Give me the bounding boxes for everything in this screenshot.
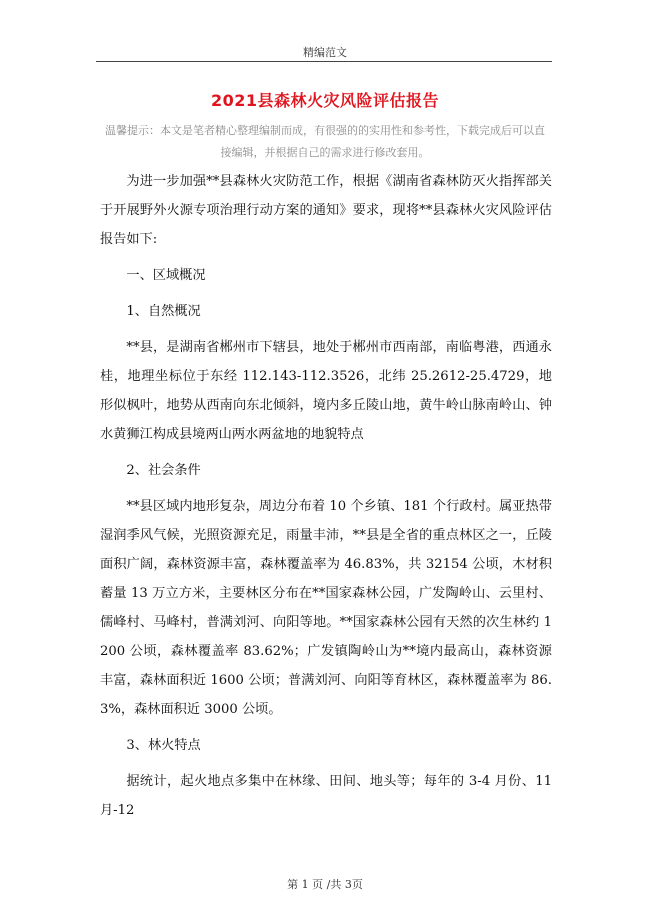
natural-overview-paragraph: **县，是湖南省郴州市下辖县，地处于郴州市西南部，南临粤港，西通永桂，地理坐标位于东经 112.143-112.3526，北纬 25.2612-25.4729，地形似枫叶，地势从西南向东北倾斜，境内多丘陵山地，黄牛岭山脉南岭山、钟水黄狮江构成县境两山两水两盆地的地貌特点 <box>100 340 552 442</box>
subsection-heading-natural-overview: 1、自然概况 <box>126 304 201 319</box>
document-body <box>100 167 552 832</box>
document-title: 2021县森林火灾风险评估报告 <box>210 91 440 110</box>
tip-note: 温馨提示：本文是笔者精心整理编制而成，有很强的的实用性和参考性，下载完成后可以直接编辑，并根据自己的需求进行修改套用。 <box>105 124 545 159</box>
social-conditions-paragraph: **县区域内地形复杂，周边分布着 10 个乡镇、181 个行政村。属亚热带湿润季风气候，光照资源充足，雨量丰沛，**县是全省的重点林区之一，丘陵面积广阔，森林资源丰富，森林覆盖率为 46.83%，共 32154 公顷，木材积蓄量 13 万立方米，主要林区分布在**国家森林公园，广发陶岭山、云里村、儒峰村、马峰村，普满刘河、向阳等地。**国家森林公园有天然的次生林约 1200 公顷，森林覆盖率 83.62%；广发镇陶岭山为**境内最高山，森林资源丰富，森林面积近 1600 公顷；普满刘河、向阳等育林区，森林覆盖率为 86.3%，森林面积近 3000 公顷。 <box>100 499 552 717</box>
section-heading-region-overview: 一、区域概况 <box>126 268 206 283</box>
page-header-label: 精编范文 <box>303 46 347 59</box>
fire-characteristics-paragraph: 据统计，起火地点多集中在林缘、田间、地头等；每年的 3-4 月份、11 月-12 <box>100 774 552 818</box>
subsection-heading-fire-characteristics: 3、林火特点 <box>126 738 201 753</box>
header-divider <box>96 61 552 62</box>
subsection-heading-social-conditions: 2、社会条件 <box>126 463 201 478</box>
intro-paragraph: 为进一步加强**县森林火灾防范工作，根据《湖南省森林防灭火指挥部关于开展野外火源专项治理行动方案的通知》要求，现将**县森林火灾风险评估报告如下: <box>100 174 552 247</box>
page-number: 第 1 页 /共 3页 <box>287 878 363 891</box>
